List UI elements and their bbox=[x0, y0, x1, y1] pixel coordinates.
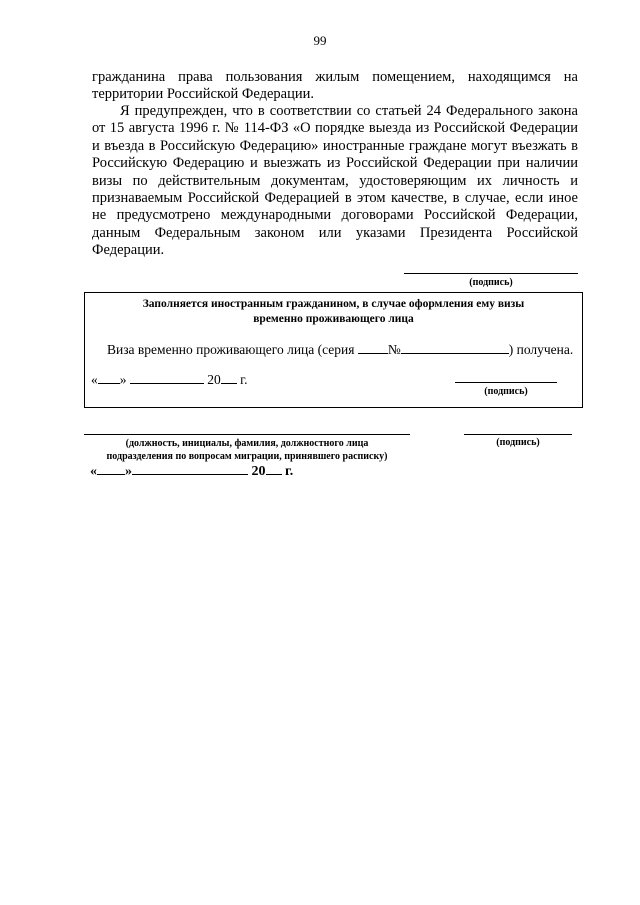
paragraph-warning: Я предупрежден, что в соответствии со статьей 24 Федерального закона от 15 августа 1996 г. № 114-ФЗ «О порядке выезда из Российской Федерации и въезда в Российскую Федерацию» иностранные граждане могут въезжать в Российскую Федерацию и выезжать из Российской Федерации при наличии визы по действительным документам, удостоверяющим их личность и признаваемым Российской Федерацией в этом качестве, в случае, если иное не предусмотрено международными договорами Российской Федерации, данным Федеральным законом или указами Президента Российской Федерации. bbox=[92, 103, 578, 259]
visa-month-field[interactable] bbox=[130, 371, 204, 384]
visa-year-prefix: 20 bbox=[207, 372, 221, 387]
visa-year-suffix: г. bbox=[240, 372, 248, 387]
visa-quote-close: » bbox=[119, 372, 127, 387]
officer-caption bbox=[84, 437, 410, 463]
visa-signature-line[interactable] bbox=[455, 382, 557, 383]
officer-signature-line[interactable] bbox=[464, 434, 572, 435]
officer-caption-line-2: подразделения по вопросам миграции, принявшего расписку) bbox=[106, 451, 388, 462]
officer-caption-line-1: (должность, инициалы, фамилия, должностного лица bbox=[125, 438, 369, 449]
officer-month-field[interactable] bbox=[132, 462, 248, 475]
visa-box-title-line-1: Заполняется иностранным гражданином, в случае оформления ему визы bbox=[142, 298, 525, 310]
visa-day-field[interactable] bbox=[98, 371, 120, 384]
page-number: 99 bbox=[313, 33, 327, 48]
paragraph-continuation: гражданина права пользования жилым помещением, находящимся на территории Российской Федерации. bbox=[92, 69, 578, 103]
visa-year-field[interactable] bbox=[221, 371, 237, 384]
visa-box-title-line-2: временно проживающего лица bbox=[253, 313, 414, 325]
visa-box-title bbox=[85, 297, 582, 327]
visa-text-end: ) получена. bbox=[508, 342, 574, 357]
visa-series-field[interactable] bbox=[358, 341, 388, 354]
officer-quote-open: « bbox=[90, 464, 97, 479]
applicant-signature-caption: (подпись) bbox=[469, 277, 513, 288]
officer-day-field[interactable] bbox=[97, 462, 125, 475]
officer-signature-caption: (подпись) bbox=[496, 437, 540, 448]
officer-name-line[interactable] bbox=[84, 434, 410, 435]
visa-signature-caption: (подпись) bbox=[484, 386, 528, 397]
applicant-signature-line[interactable] bbox=[404, 273, 578, 274]
visa-date-line bbox=[91, 371, 248, 388]
officer-date-line bbox=[90, 462, 293, 480]
officer-quote-close: » bbox=[125, 464, 132, 479]
officer-year-field[interactable] bbox=[266, 462, 282, 475]
officer-year-suffix: г. bbox=[285, 464, 294, 479]
officer-year-prefix: 20 bbox=[251, 464, 266, 479]
visa-box bbox=[84, 292, 583, 408]
visa-received-line bbox=[107, 341, 573, 358]
visa-number-sign: № bbox=[387, 342, 401, 357]
visa-quote-open: « bbox=[91, 372, 98, 387]
visa-text-start: Виза временно проживающего лица (серия bbox=[107, 342, 355, 357]
visa-number-field[interactable] bbox=[401, 341, 509, 354]
